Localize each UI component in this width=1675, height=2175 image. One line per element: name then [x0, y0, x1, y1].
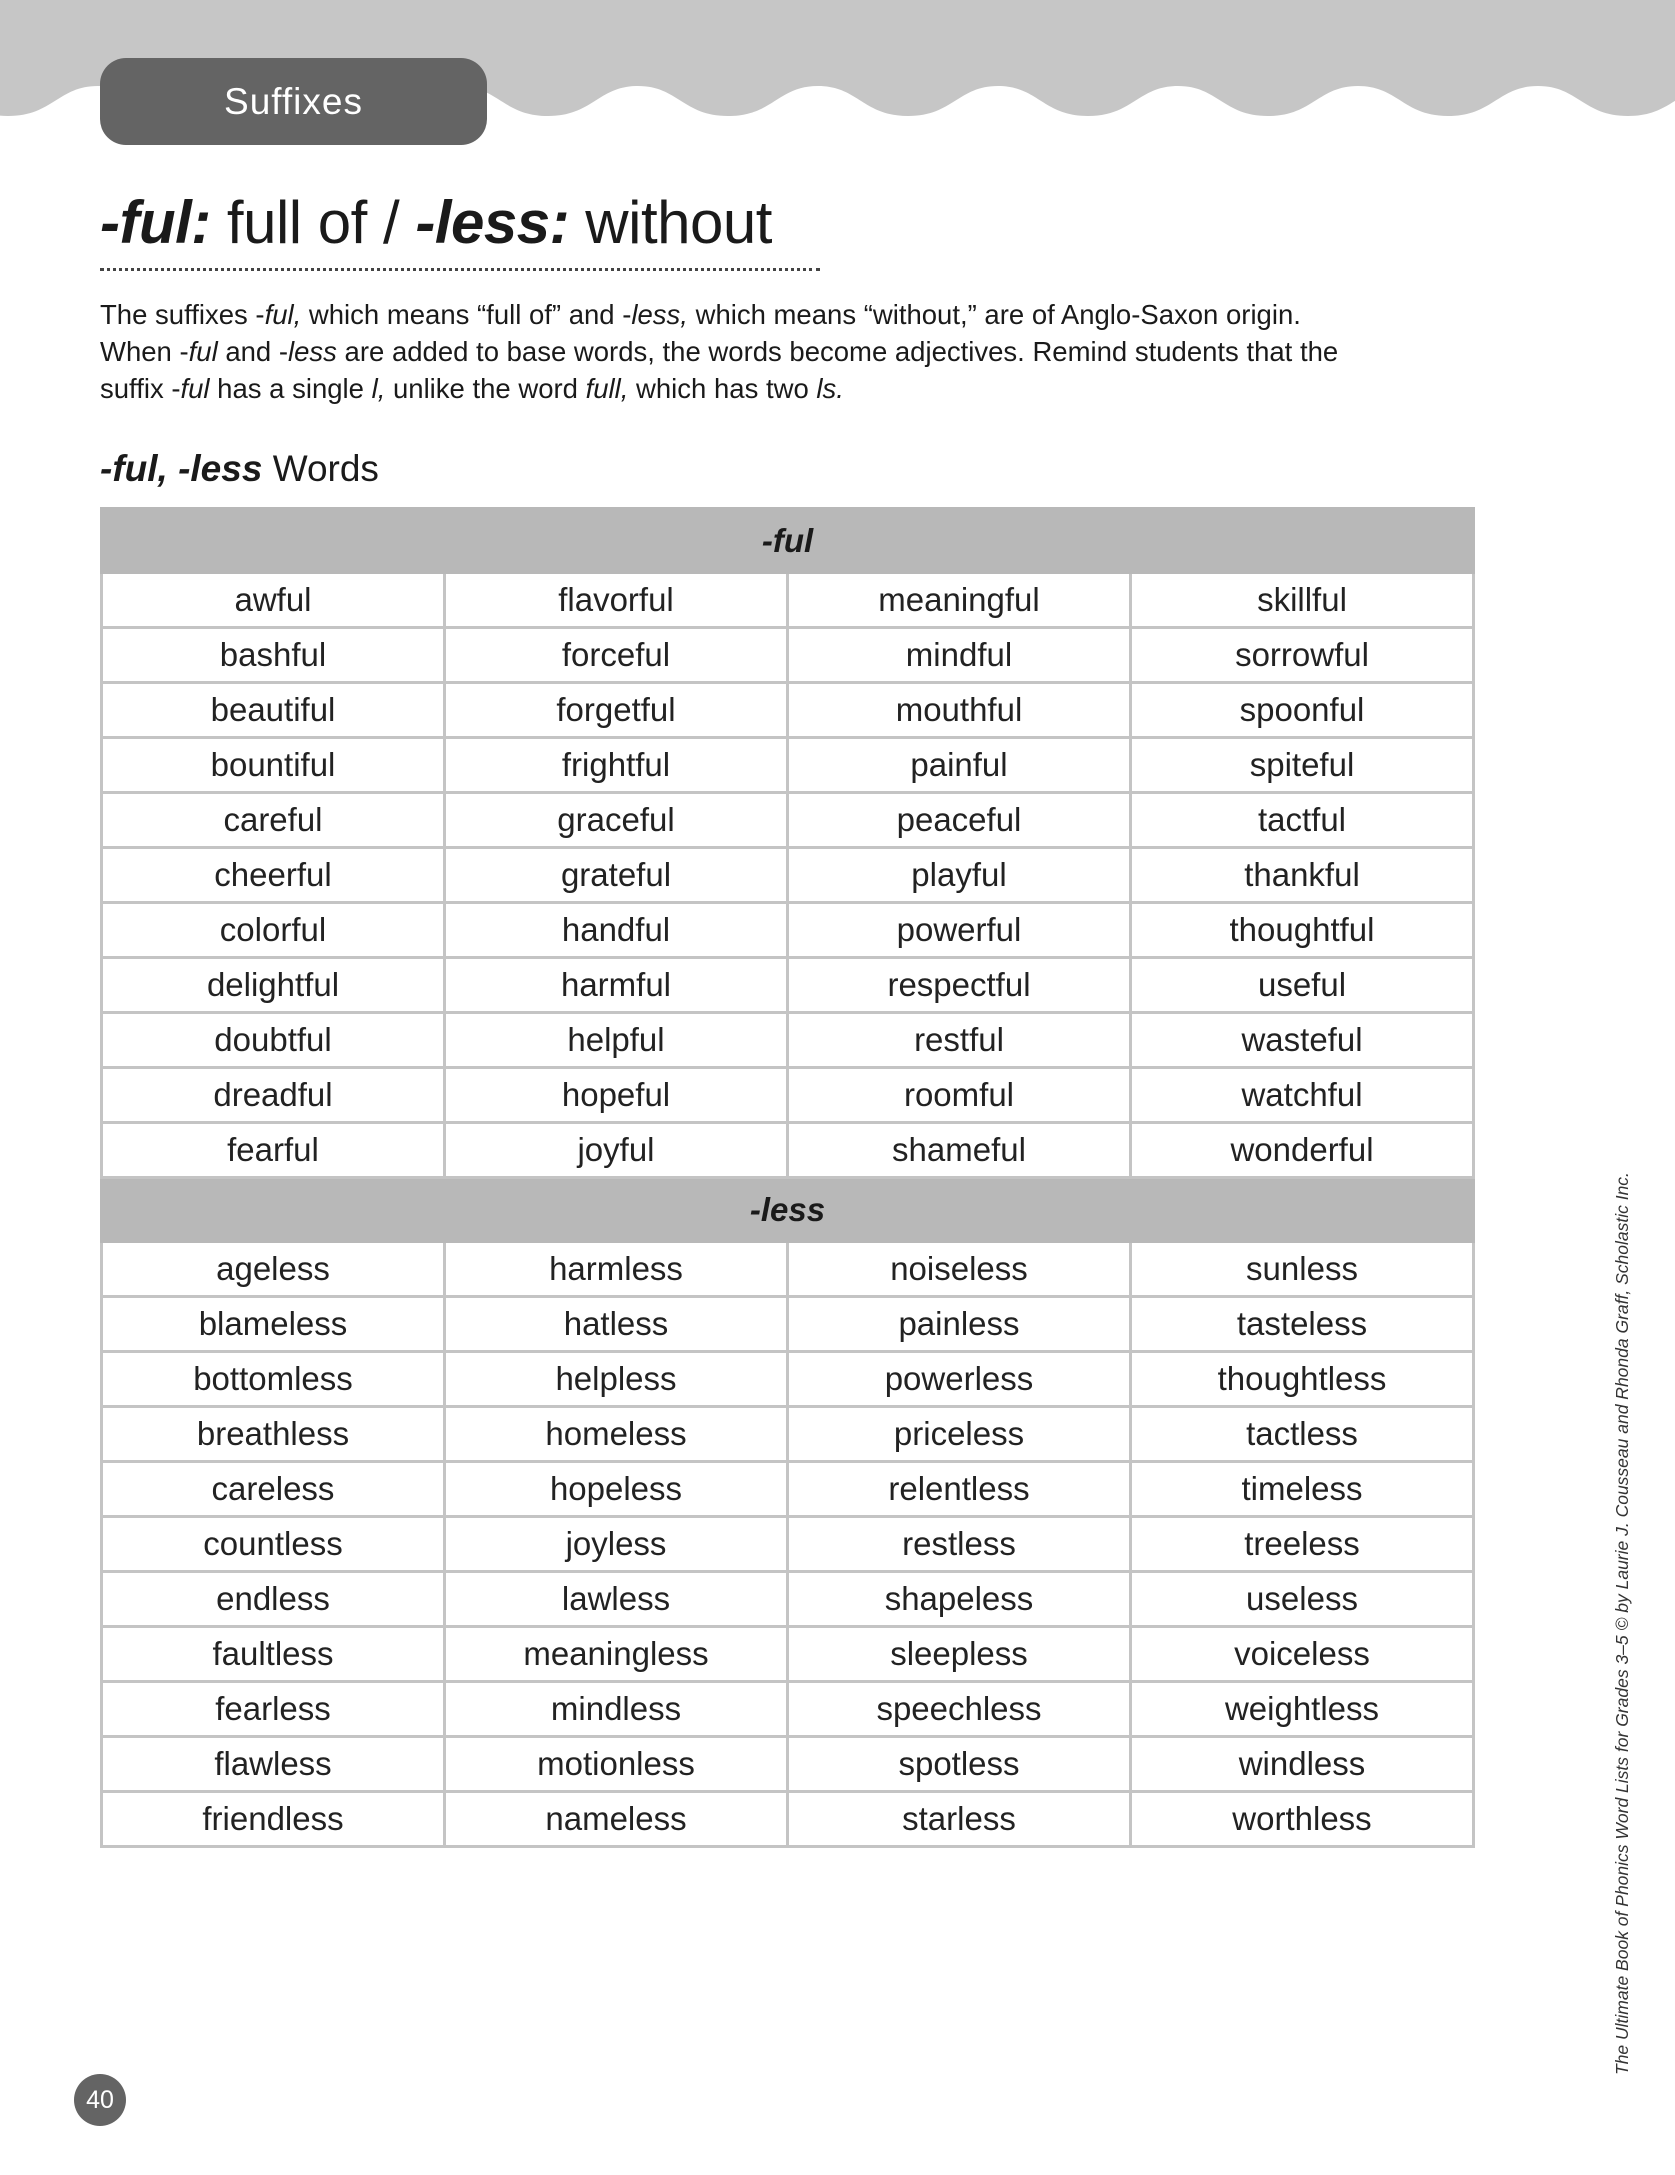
word-cell: thoughtless: [1131, 1352, 1474, 1407]
copyright-credit: The Ultimate Book of Phonics Word Lists for Grades 3–5 © by Laurie J. Cousseau and Rhonda Graff, Scholastic Inc.: [1612, 1172, 1632, 2075]
word-cell: bountiful: [102, 738, 445, 793]
intro-text-segment: ful,: [264, 299, 302, 330]
title-suffix-less: -less:: [415, 189, 570, 256]
table-row: [102, 573, 1474, 628]
table-row: [102, 1242, 1474, 1297]
word-cell: careful: [102, 793, 445, 848]
word-cell: grateful: [445, 848, 788, 903]
word-cell: painful: [788, 738, 1131, 793]
intro-text-segment: less,: [631, 299, 688, 330]
word-cell: handful: [445, 903, 788, 958]
word-cell: spiteful: [1131, 738, 1474, 793]
word-cell: faultless: [102, 1627, 445, 1682]
word-cell: thoughtful: [1131, 903, 1474, 958]
word-cell: tasteless: [1131, 1297, 1474, 1352]
word-cell: powerful: [788, 903, 1131, 958]
word-cell: wonderful: [1131, 1123, 1474, 1178]
intro-text-segment: which has two: [628, 373, 817, 404]
word-cell: playful: [788, 848, 1131, 903]
word-cell: joyful: [445, 1123, 788, 1178]
page-number: 40: [74, 2074, 126, 2126]
word-cell: harmless: [445, 1242, 788, 1297]
word-cell: beautiful: [102, 683, 445, 738]
word-cell: powerless: [788, 1352, 1131, 1407]
word-cell: watchful: [1131, 1068, 1474, 1123]
table-row: [102, 1123, 1474, 1178]
word-cell: windless: [1131, 1737, 1474, 1792]
word-cell: frightful: [445, 738, 788, 793]
word-cell: helpless: [445, 1352, 788, 1407]
word-cell: sleepless: [788, 1627, 1131, 1682]
word-cell: sunless: [1131, 1242, 1474, 1297]
word-cell: careless: [102, 1462, 445, 1517]
table-row: [102, 793, 1474, 848]
word-cell: nameless: [445, 1792, 788, 1847]
table-row: [102, 1517, 1474, 1572]
word-cell: noiseless: [788, 1242, 1131, 1297]
word-cell: useful: [1131, 958, 1474, 1013]
title-meaning-less: without: [569, 189, 772, 256]
word-cell: friendless: [102, 1792, 445, 1847]
word-cell: priceless: [788, 1407, 1131, 1462]
word-cell: breathless: [102, 1407, 445, 1462]
word-cell: roomful: [788, 1068, 1131, 1123]
section-tab: [100, 58, 487, 145]
word-table: [100, 507, 1475, 1848]
word-cell: lawless: [445, 1572, 788, 1627]
word-cell: fearful: [102, 1123, 445, 1178]
table-row: [102, 628, 1474, 683]
word-cell: blameless: [102, 1297, 445, 1352]
title-suffix-ful: -ful:: [100, 189, 211, 256]
table-heading-suffixes: -ful, -less: [100, 448, 263, 489]
table-row: [102, 1013, 1474, 1068]
intro-text-segment: ls.: [816, 373, 844, 404]
intro-text-segment: l,: [371, 373, 386, 404]
word-cell: worthless: [1131, 1792, 1474, 1847]
word-cell: dreadful: [102, 1068, 445, 1123]
word-cell: spoonful: [1131, 683, 1474, 738]
intro-text-segment: are added to base words, the words become adjectives. Remind students that the suffix -: [100, 336, 1339, 404]
word-cell: meaningful: [788, 573, 1131, 628]
word-cell: tactless: [1131, 1407, 1474, 1462]
word-cell: useless: [1131, 1572, 1474, 1627]
section-tab-label: Suffixes: [224, 80, 363, 122]
section-header-less: -less: [102, 1178, 1474, 1242]
word-cell: mindless: [445, 1682, 788, 1737]
word-cell: homeless: [445, 1407, 788, 1462]
word-cell: spotless: [788, 1737, 1131, 1792]
word-cell: thankful: [1131, 848, 1474, 903]
table-row: [102, 1627, 1474, 1682]
word-cell: hopeful: [445, 1068, 788, 1123]
section-header-row: [102, 509, 1474, 573]
intro-text-segment: and -: [217, 336, 289, 367]
table-row: [102, 848, 1474, 903]
intro-text-segment: which means “without,” are of Anglo-Saxon origin. When -: [100, 299, 1301, 367]
intro-text-segment: ful: [180, 373, 210, 404]
word-cell: restful: [788, 1013, 1131, 1068]
word-cell: colorful: [102, 903, 445, 958]
table-row: [102, 1792, 1474, 1847]
word-cell: helpful: [445, 1013, 788, 1068]
word-cell: mouthful: [788, 683, 1131, 738]
section-header-row: [102, 1178, 1474, 1242]
table-row: [102, 1462, 1474, 1517]
intro-text-segment: has a single: [209, 373, 372, 404]
table-row: [102, 958, 1474, 1013]
word-cell: harmful: [445, 958, 788, 1013]
word-cell: cheerful: [102, 848, 445, 903]
word-cell: doubtful: [102, 1013, 445, 1068]
title-meaning-ful: full of /: [210, 189, 416, 256]
section-header-ful: -ful: [102, 509, 1474, 573]
intro-text-segment: unlike the word: [385, 373, 586, 404]
word-cell: shapeless: [788, 1572, 1131, 1627]
word-cell: joyless: [445, 1517, 788, 1572]
word-cell: motionless: [445, 1737, 788, 1792]
word-cell: mindful: [788, 628, 1131, 683]
table-row: [102, 1407, 1474, 1462]
word-cell: relentless: [788, 1462, 1131, 1517]
intro-text-segment: which means “full of” and -: [301, 299, 632, 330]
intro-text-segment: ful: [188, 336, 218, 367]
table-row: [102, 738, 1474, 793]
word-cell: wasteful: [1131, 1013, 1474, 1068]
word-cell: flavorful: [445, 573, 788, 628]
intro-text-segment: The suffixes -: [100, 299, 265, 330]
word-cell: bottomless: [102, 1352, 445, 1407]
table-row: [102, 1297, 1474, 1352]
word-cell: bashful: [102, 628, 445, 683]
table-row: [102, 903, 1474, 958]
table-row: [102, 1682, 1474, 1737]
intro-text-segment: full,: [585, 373, 629, 404]
word-cell: hatless: [445, 1297, 788, 1352]
table-row: [102, 683, 1474, 738]
title-dotted-divider: [100, 268, 820, 271]
intro-text-segment: less: [288, 336, 337, 367]
word-cell: speechless: [788, 1682, 1131, 1737]
word-cell: forceful: [445, 628, 788, 683]
table-row: [102, 1068, 1474, 1123]
word-cell: starless: [788, 1792, 1131, 1847]
word-cell: countless: [102, 1517, 445, 1572]
intro-paragraph: [100, 296, 1380, 407]
table-row: [102, 1572, 1474, 1627]
word-cell: sorrowful: [1131, 628, 1474, 683]
word-cell: delightful: [102, 958, 445, 1013]
word-cell: peaceful: [788, 793, 1131, 848]
word-cell: timeless: [1131, 1462, 1474, 1517]
word-cell: tactful: [1131, 793, 1474, 848]
word-cell: shameful: [788, 1123, 1131, 1178]
word-cell: meaningless: [445, 1627, 788, 1682]
table-heading-words: Words: [262, 448, 379, 489]
table-row: [102, 1352, 1474, 1407]
word-cell: forgetful: [445, 683, 788, 738]
table-heading: [100, 448, 379, 490]
word-cell: endless: [102, 1572, 445, 1627]
word-cell: graceful: [445, 793, 788, 848]
table-row: [102, 1737, 1474, 1792]
word-cell: ageless: [102, 1242, 445, 1297]
word-cell: weightless: [1131, 1682, 1474, 1737]
word-cell: flawless: [102, 1737, 445, 1792]
word-cell: restless: [788, 1517, 1131, 1572]
page-title: [100, 188, 772, 257]
word-cell: hopeless: [445, 1462, 788, 1517]
word-cell: awful: [102, 573, 445, 628]
word-cell: voiceless: [1131, 1627, 1474, 1682]
word-cell: skillful: [1131, 573, 1474, 628]
word-cell: respectful: [788, 958, 1131, 1013]
word-cell: painless: [788, 1297, 1131, 1352]
word-cell: fearless: [102, 1682, 445, 1737]
word-cell: treeless: [1131, 1517, 1474, 1572]
